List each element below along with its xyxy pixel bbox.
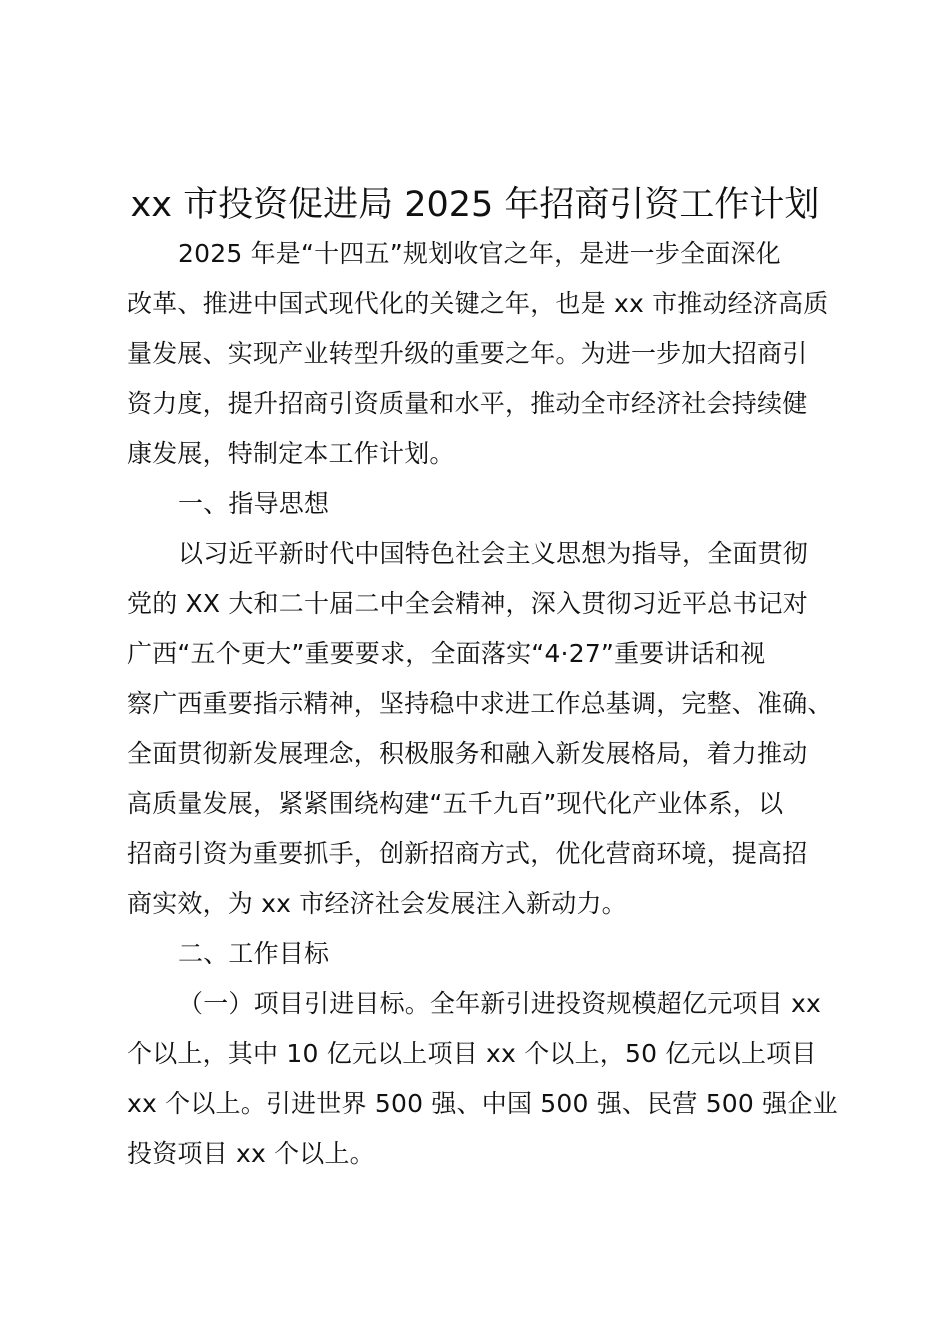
paragraph-line: 察广西重要指示精神，坚持稳中求进工作总基调，完整、准确、	[127, 689, 833, 718]
paragraph-line: 个以上，其中 10 亿元以上项目 xx 个以上，50 亿元以上项目	[127, 1039, 817, 1068]
paragraph-line: 改革、推进中国式现代化的关键之年，也是 xx 市推动经济高质	[127, 289, 829, 318]
paragraph-line: 投资项目 xx 个以上。	[127, 1139, 375, 1168]
document-title: xx 市投资促进局 2025 年招商引资工作计划	[130, 185, 820, 225]
paragraph-line: xx 个以上。引进世界 500 强、中国 500 强、民营 500 强企业	[127, 1089, 838, 1118]
paragraph-line: 党的 XX 大和二十届二中全会精神，深入贯彻习近平总书记对	[127, 589, 808, 618]
section-heading: 二、工作目标	[178, 939, 330, 968]
paragraph-line: 商实效，为 xx 市经济社会发展注入新动力。	[127, 889, 627, 918]
paragraph-line: 全面贯彻新发展理念，积极服务和融入新发展格局，着力推动	[127, 739, 808, 768]
paragraph-line: （一）项目引进目标。全年新引进投资规模超亿元项目 xx	[178, 989, 821, 1018]
paragraph-line: 广西“五个更大”重要要求，全面落实“4·27”重要讲话和视	[127, 639, 766, 668]
paragraph-line: 资力度，提升招商引资质量和水平，推动全市经济社会持续健	[127, 389, 808, 418]
paragraph-line: 招商引资为重要抓手，创新招商方式，优化营商环境，提高招	[127, 839, 808, 868]
section-heading: 一、指导思想	[178, 489, 330, 518]
paragraph-line: 高质量发展，紧紧围绕构建“五千九百”现代化产业体系，以	[127, 789, 784, 818]
paragraph-line: 量发展、实现产业转型升级的重要之年。为进一步加大招商引	[127, 339, 808, 368]
paragraph-line: 以习近平新时代中国特色社会主义思想为指导，全面贯彻	[178, 539, 809, 568]
paragraph-line: 康发展，特制定本工作计划。	[127, 439, 455, 468]
paragraph-line: 2025 年是“十四五”规划收官之年，是进一步全面深化	[178, 239, 781, 268]
